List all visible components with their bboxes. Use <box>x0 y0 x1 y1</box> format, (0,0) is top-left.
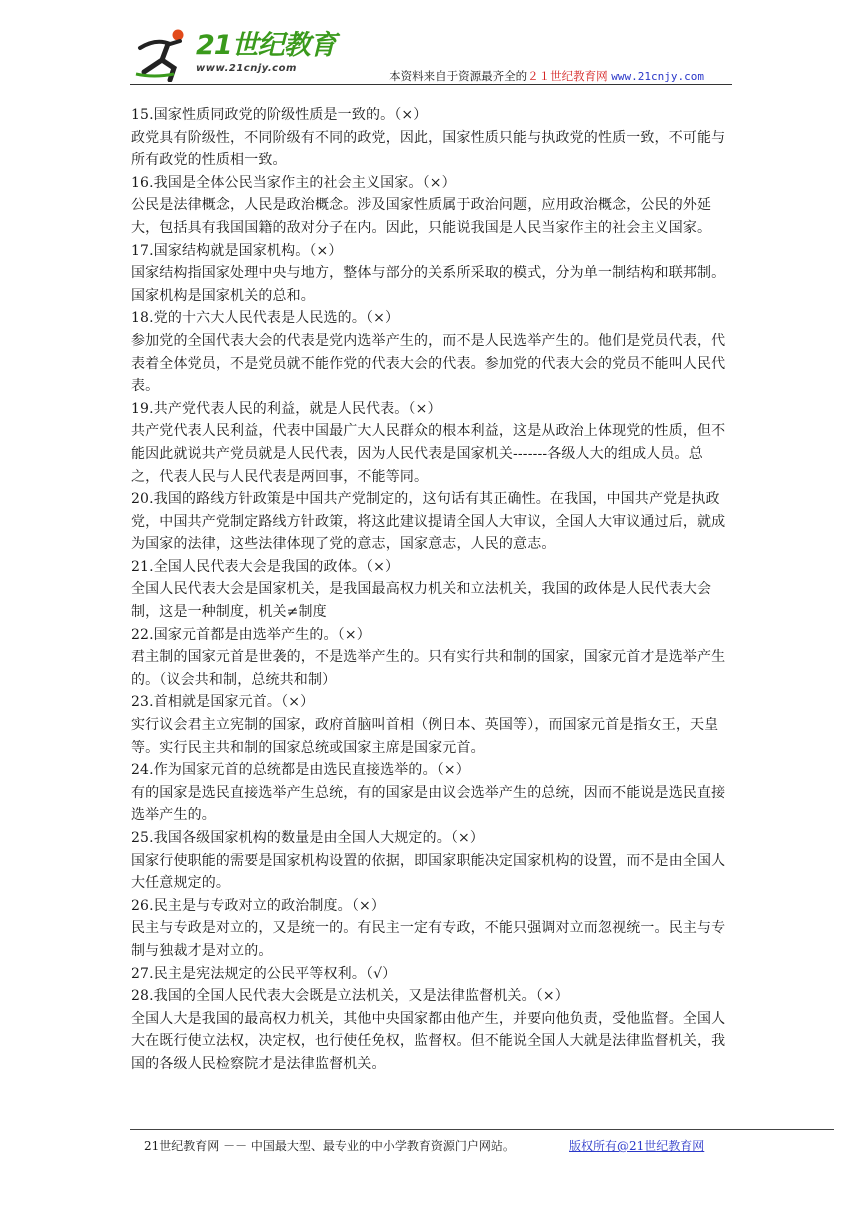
question: 28.我国的全国人民代表大会既是立法机关，又是法律监督机关。（×） <box>131 988 569 1005</box>
page-footer <box>144 1137 705 1154</box>
answer: 全国人大是我国的最高权力机关，其他中央国家都由他产生，并要向他负责，受他监督。全国人大在既行使立法权，决定权，也行使任免权，监督权。但不能说全国人大就是法律监督机关，我国的各级人民检察院才是法律监督机关。 <box>131 1010 726 1072</box>
question: 15.国家性质同政党的阶级性质是一致的。（×） <box>131 107 428 123</box>
answer: 有的国家是选民直接选举产生总统，有的国家是由议会选举产生的总统，因而不能说是选民直接选举产生的。 <box>131 784 726 824</box>
running-figure-icon <box>134 28 194 82</box>
logo-url: www.21cnjy.com <box>196 63 297 74</box>
logo-wordmark: 21世纪教育 <box>196 30 336 61</box>
answer: 民主与专政是对立的，又是统一的。有民主一定有专政，不能只强调对立而忽视统一。民主与专制与独裁才是对立的。 <box>131 920 726 959</box>
header-notice-text: 本资料来自于资源最齐全的 <box>389 69 528 83</box>
answer: 共产党代表人民利益，代表中国最广大人民群众的根本利益，这是从政治上体现党的性质，但不能因此就说共产党员就是人民代表，因为人民代表是国家机关-------各级人大的组成人员。总之，代表人民与人民代表是两回事，不能等同。 <box>131 423 726 485</box>
answer: 政党具有阶级性，不同阶级有不同的政党，因此，国家性质只能与执政党的性质一致，不可能与所有政党的性质相一致。 <box>131 129 726 169</box>
header-brand-link[interactable]: ２１世纪教育网 <box>527 69 608 83</box>
header-notice <box>389 68 704 84</box>
question: 21.全国人民代表大会是我国的政体。（×） <box>131 558 400 575</box>
question: 22.国家元首都是由选举产生的。（×） <box>131 626 371 643</box>
answer: 全国人民代表大会是国家机关，是我国最高权力机关和立法机关，我国的政体是人民代表大会制，这是一种制度，机关≠制度 <box>131 581 712 621</box>
question: 16.我国是全体公民当家作主的社会主义国家。（×） <box>131 174 456 191</box>
question: 17.国家结构就是国家机构。（×） <box>131 242 343 259</box>
header-url-link[interactable]: www.21cnjy.com <box>611 70 704 83</box>
question: 19.共产党代表人民的利益，就是人民代表。（×） <box>131 400 442 417</box>
question: 26.民主是与专政对立的政治制度。（×） <box>131 897 385 914</box>
page-header <box>130 26 732 86</box>
footer-divider <box>130 1129 834 1130</box>
answer: 国家结构指国家处理中央与地方，整体与部分的关系所采取的模式，分为单一制结构和联邦制。国家机构是国家机关的总和。 <box>131 265 726 304</box>
header-divider <box>130 84 732 85</box>
question: 23.首相就是国家元首。（×） <box>131 694 315 711</box>
question: 25.我国各级国家机构的数量是由全国人大规定的。（×） <box>131 830 485 846</box>
answer: 实行议会君主立宪制的国家，政府首脑叫首相（例日本、英国等），而国家元首是指女王，天皇等。实行民主共和制的国家总统或国家主席是国家元首。 <box>131 717 719 756</box>
statement: 20.我国的路线方针政策是中国共产党制定的，这句话有其正确性。在我国，中国共产党是执政党，中国共产党制定路线方针政策，将这此建议提请全国人大审议，全国人大审议通过后，就成为国家的法律，这些法律体现了党的意志，国家意志，人民的意志。 <box>131 491 726 553</box>
answer: 君主制的国家元首是世袭的，不是选举产生的。只有实行共和制的国家，国家元首才是选举产生的。（议会共和制，总统共和制） <box>131 649 726 688</box>
answer: 参加党的全国代表大会的代表是党内选举产生的，而不是人民选举产生的。他们是党员代表，代表着全体党员，不是党员就不能作党的代表大会的代表。参加党的代表大会的党员不能叫人民代表。 <box>131 332 726 395</box>
document-body <box>131 104 731 1076</box>
footer-text: 21世纪教育网 －－ 中国最大型、最专业的中小学教育资源门户网站。 <box>144 1139 515 1153</box>
question: 24.作为国家元首的总统都是由选民直接选举的。（×） <box>131 762 470 779</box>
copyright-link[interactable]: 版权所有@21世纪教育网 <box>569 1139 705 1153</box>
question: 18.党的十六大人民代表是人民选的。（×） <box>131 310 400 327</box>
answer: 国家行使职能的需要是国家机构设置的依据，即国家职能决定国家机构的设置，而不是由全国人大任意规定的。 <box>131 852 726 892</box>
question: 27.民主是宪法规定的公民平等权利。（√） <box>131 965 397 982</box>
answer: 公民是法律概念，人民是政治概念。涉及国家性质属于政治问题，应用政治概念，公民的外延大，包括具有我国国籍的敌对分子在内。因此，只能说我国是人民当家作主的社会主义国家。 <box>131 197 712 236</box>
site-logo[interactable] <box>130 26 340 84</box>
